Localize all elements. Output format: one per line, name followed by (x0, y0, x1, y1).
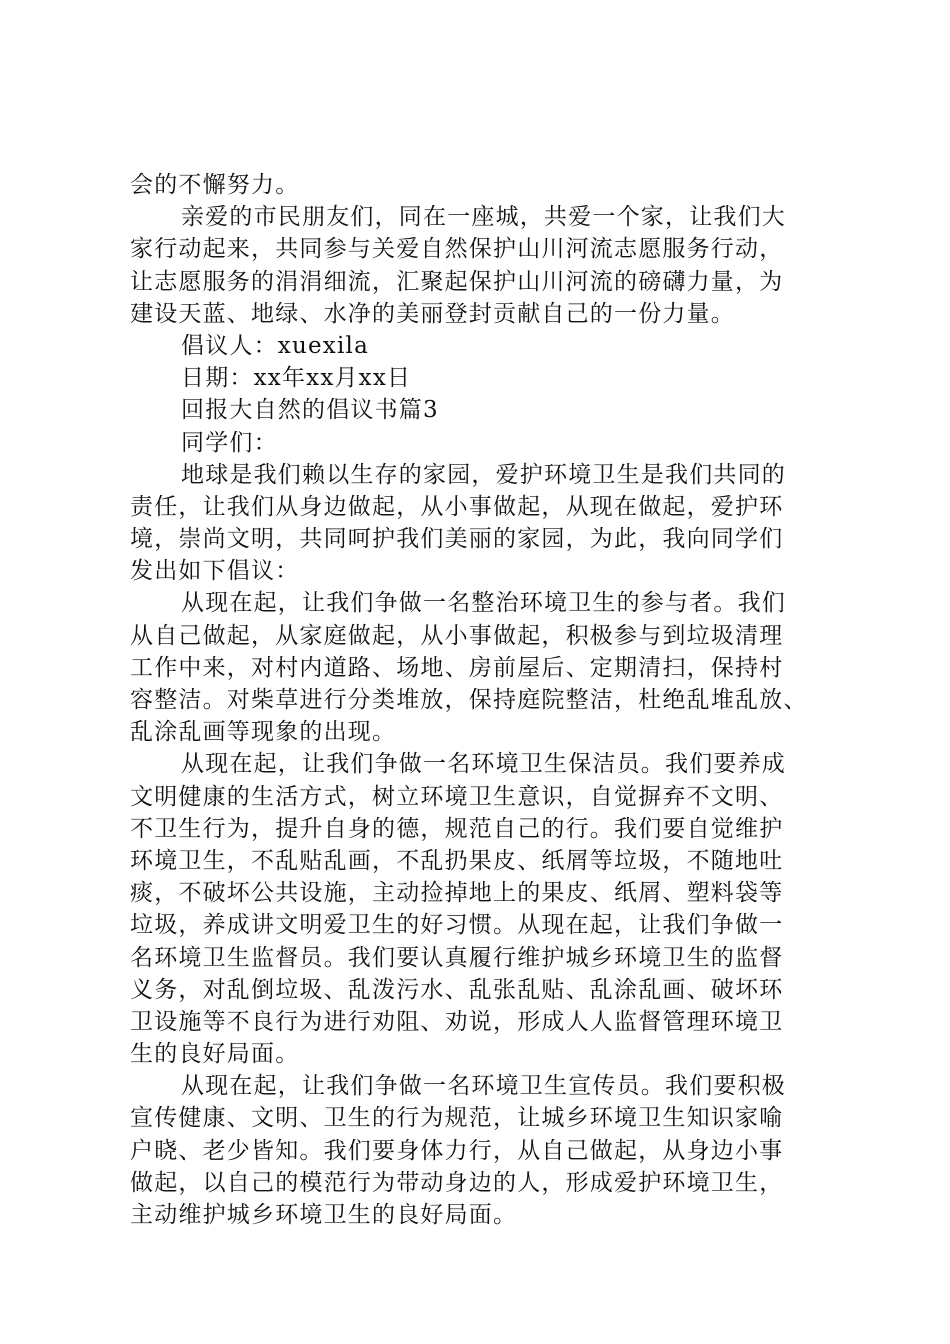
text-line: 乱涂乱画等现象的出现。 (130, 719, 397, 746)
text-line: 义务，对乱倒垃圾、乱泼污水、乱张乱贴、乱涂乱画、破坏环 (130, 976, 784, 1003)
text-line: 生的良好局面。 (130, 1041, 300, 1068)
text-line: 容整洁。对柴草进行分类堆放，保持庭院整洁，杜绝乱堆乱放、 (130, 687, 808, 713)
text-line: 主动维护城乡环境卫生的良好局面。 (130, 1202, 518, 1228)
text-line: 会的不懈努力。 (130, 172, 300, 198)
text-line: 环境卫生，不乱贴乱画，不乱扔果皮、纸屑等垃圾，不随地吐 (130, 847, 784, 874)
document-body (130, 169, 830, 1231)
text-line: 建设天蓝、地绿、水净的美丽登封贡献自己的一份力量。 (130, 300, 735, 327)
text-line: 地球是我们赖以生存的家园，爱护环境卫生是我们共同的 (181, 461, 786, 488)
text-line: 从自己做起，从家庭做起，从小事做起，积极参与到垃圾清理 (130, 622, 784, 649)
text-line: 倡议人：xuexila (181, 332, 369, 359)
text-line: 责任，让我们从身边做起，从小事做起，从现在做起，爱护环 (130, 493, 784, 520)
text-line: 工作中来，对村内道路、场地、房前屋后、定期清扫，保持村 (130, 654, 784, 681)
text-line: 从现在起，让我们争做一名环境卫生保洁员。我们要养成 (181, 751, 786, 778)
text-line: 垃圾，养成讲文明爱卫生的好习惯。从现在起，让我们争做一 (130, 912, 784, 939)
text-line: 从现在起，让我们争做一名环境卫生宣传员。我们要积极 (181, 1073, 786, 1100)
text-line: 家行动起来，共同参与关爱自然保护山川河流志愿服务行动， (130, 236, 784, 263)
text-line: 做起，以自己的模范行为带动身边的人，形成爱护环境卫生， (130, 1169, 784, 1196)
text-line: 让志愿服务的涓涓细流，汇聚起保护山川河流的磅礴力量，为 (130, 268, 784, 295)
text-line: 发出如下倡议： (130, 558, 300, 585)
text-line: 文明健康的生活方式，树立环境卫生意识，自觉摒弃不文明、 (130, 783, 784, 810)
text-line: 痰，不破坏公共设施，主动捡掉地上的果皮、纸屑、塑料袋等 (130, 880, 784, 907)
text-line: 宣传健康、文明、卫生的行为规范，让城乡环境卫生知识家喻 (130, 1105, 784, 1132)
text-line: 回报大自然的倡议书篇3 (181, 397, 439, 424)
text-line: 境，崇尚文明，共同呵护我们美丽的家园，为此，我向同学们 (130, 526, 784, 553)
text-line: 名环境卫生监督员。我们要认真履行维护城乡环境卫生的监督 (130, 944, 784, 971)
text-line: 日期：xx年xx月xx日 (181, 365, 412, 392)
text-line: 同学们： (181, 429, 278, 456)
text-line: 不卫生行为，提升自身的德，规范自己的行。我们要自觉维护 (130, 815, 784, 842)
text-line: 户晓、老少皆知。我们要身体力行，从自己做起，从身边小事 (130, 1137, 784, 1164)
text-line: 亲爱的市民朋友们，同在一座城，共爱一个家，让我们大 (181, 204, 786, 231)
text-line: 卫设施等不良行为进行劝阻、劝说，形成人人监督管理环境卫 (130, 1008, 784, 1035)
text-line: 从现在起，让我们争做一名整治环境卫生的参与者。我们 (181, 590, 786, 617)
